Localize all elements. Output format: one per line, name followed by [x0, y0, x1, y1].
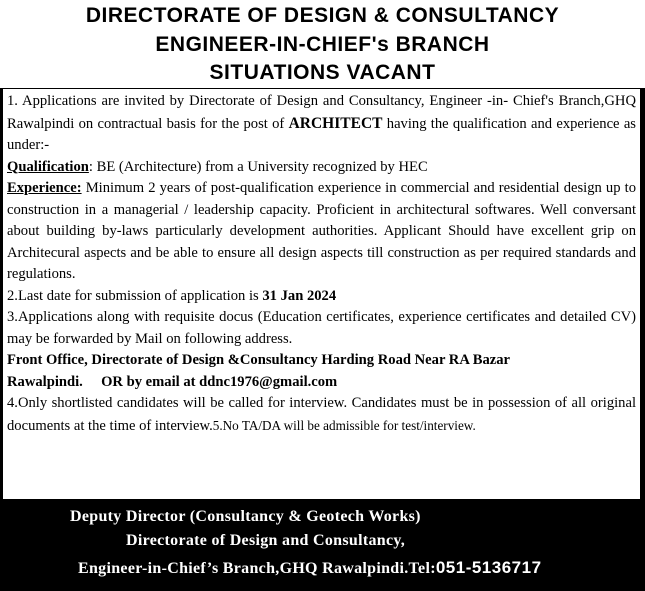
header-title: DIRECTORATE OF DESIGN & CONSULTANCY	[85, 4, 560, 27]
last-date: 31 Jan 2024	[262, 287, 337, 304]
footer-designation: Deputy Director (Consultancy & Geotech Works)	[70, 508, 421, 525]
address-line-2: Rawalpindi. OR by email at ddnc1976@gmail.com	[7, 373, 338, 390]
header	[0, 0, 645, 88]
footer	[0, 500, 645, 591]
paragraph-4	[7, 393, 636, 437]
qualification-text: : BE (Architecture) from a University recognized by HEC	[88, 158, 428, 175]
paragraph-3-text: 3.Applications along with requisite docus (Education certificates, experience certificates and detailed CV) may be forwarded by Mail on following address.	[7, 309, 636, 347]
paragraph-5: 5.No TA/DA will be admissible for test/interview.	[212, 417, 476, 433]
experience	[7, 178, 636, 286]
footer-directorate: Directorate of Design and Consultancy,	[126, 532, 406, 549]
address-line-1: Front Office, Directorate of Design &Consultancy Harding Road Near RA Bazar	[7, 352, 511, 368]
header-branch: ENGINEER-IN-CHIEF's BRANCH	[155, 33, 490, 56]
paragraph-4-text: 4.Only shortlisted candidates will be called for interview. Candidates must be in possession of all original documents at the time of interview.	[7, 395, 636, 434]
footer-address-text: Engineer-in-Chief’s Branch,GHQ Rawalpindi.Tel:	[78, 560, 436, 577]
paragraph-1-start: 1. Applications are invited by Directorate of Design and Consultancy, Engineer -in- Chief's Branch,GHQ Rawalpindi on contractual basis for the post of	[7, 93, 636, 132]
post-title: ARCHITECT	[288, 114, 383, 132]
qualification-label: Qualification	[7, 158, 89, 175]
paragraph-2	[7, 286, 636, 308]
experience-text: Minimum 2 years of post-qualification experience in commercial and residential design up to construction in a managerial / leadership capacity. Proficient in architectural softwares. Well conversant about building by-laws particularly development authorities. Applicant Should have excellent grip on Architecural aspects and be able to ensure all design aspects till construction as per required standards and regulations.	[7, 180, 636, 282]
header-situations: SITUATIONS VACANT	[209, 61, 436, 84]
paragraph-1-end: having the qualification and experience as under:-	[7, 115, 636, 153]
footer-telephone: 051-5136717	[435, 558, 542, 577]
advertisement-body	[2, 88, 641, 500]
paragraph-2-text: 2.Last date for submission of application is	[7, 287, 263, 304]
qualification	[7, 157, 636, 179]
paragraph-1	[7, 91, 636, 157]
paragraph-3	[7, 307, 636, 350]
experience-label: Experience:	[7, 180, 82, 196]
footer-address	[78, 558, 542, 578]
